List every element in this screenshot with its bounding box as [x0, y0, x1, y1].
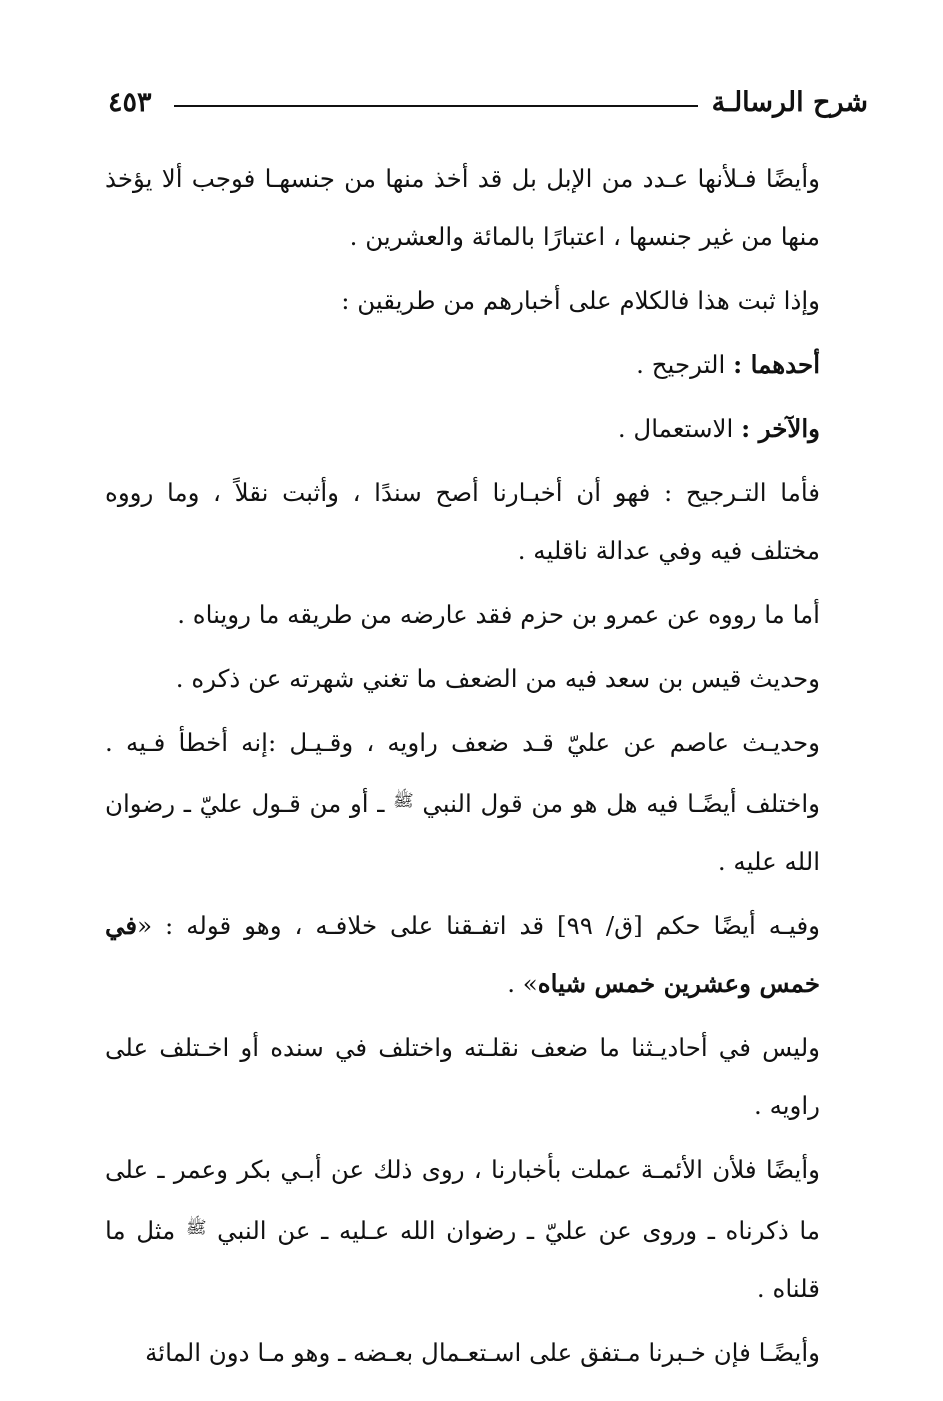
paragraph: وحديث قيس بن سعد فيه من الضعف ما تغني شهرته عن ذكره .: [175, 664, 820, 693]
paragraph: وأيضًا فـلأنها عـدد من الإبل بل قد أخذ منها من جنسهـا فوجب ألا يؤخذ منها من غير جنسها ، اعتبارًا بالمائة والعشرين .: [105, 164, 821, 251]
paragraph: فأما التـرجيح : فهو أن أخبـارنا أصح سندًا ، وأثبت نقلاً ، وما رووه مختلف فيه وفي عدالة ناقليه .: [105, 478, 820, 565]
salutation-glyph: ﷺ: [185, 1218, 207, 1238]
paragraph: والآخر : الاستعمال .: [617, 414, 820, 443]
paragraph: وإذا ثبت هذا فالكلام على أخبارهم من طريقين :: [341, 286, 820, 315]
page-number: ٤٥٣: [108, 86, 152, 118]
term-label: والآخر :: [741, 414, 820, 443]
paragraph: أما ما رووه عن عمرو بن حزم فقد عارضه من طريقه ما رويناه .: [177, 600, 820, 629]
header-rule: [174, 105, 698, 107]
running-title: شرح الرسالـة: [711, 86, 868, 118]
hadith-quote: في خمس وعشرين خمس شياه: [105, 911, 820, 998]
salutation-glyph: ﷺ: [393, 791, 414, 811]
paragraph: وأيضًـا فإن خـبرنا مـتفق على اسـتعـمال بعـضه ـ وهو مـا دون المائة: [145, 1338, 820, 1367]
paragraph: وأيضًا فلأن الأئمـة عملت بأخبارنا ، روى ذلك عن أبـي بكر وعمر ـ على ما ذكرناه ـ وروى عن عليّ ـ رضوان الله عـليه ـ عن النبي $^ﷺ$ مثل ما قلناه .: [105, 1155, 820, 1303]
paragraph: وفيـه أيضًا حكم [ق/ ٩٩] قد اتفـقنا على خلافـه ، وهو قوله : «في خمس وعشرين خمس شياه» .: [105, 911, 820, 998]
page-header: [108, 82, 868, 122]
paragraph: وحديـث عاصم عن عليّ قـد ضعف راويه ، وقـيـل :إنه أخطأ فـيه . واختلف أيضًـا فيه هل هو من قول النبي $^ﷺ$ ـ أو من قـول عليّ ـ رضوان الله عليه .: [105, 728, 820, 876]
page-body: [105, 150, 868, 1388]
paragraph: أحدهما : الترجيح .: [636, 350, 820, 379]
paragraph: وليس في أحاديـثنا ما ضعف نقلـته واختلف في سنده أو اخـتلف على راويه .: [105, 1033, 820, 1120]
term-label: أحدهما :: [733, 350, 820, 379]
